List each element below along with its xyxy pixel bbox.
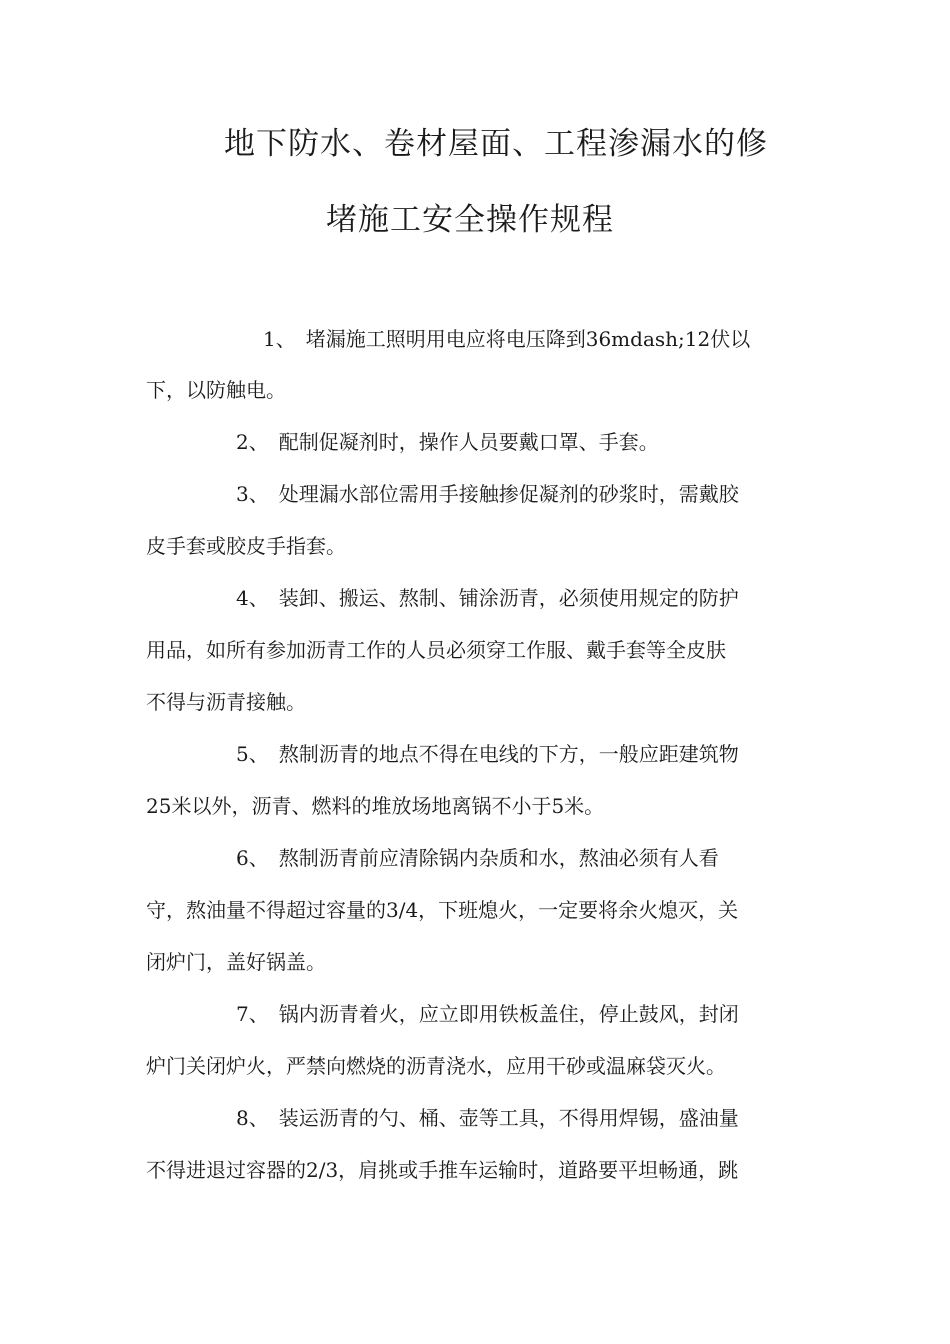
item-number: 5、 — [236, 742, 269, 766]
paragraph-4-line-3: 不得与沥青接触。 — [146, 690, 306, 714]
document-title-line-1: 地下防水、卷材屋面、工程渗漏水的修 — [224, 126, 768, 162]
paragraph-6-line-1 — [236, 844, 719, 872]
paragraph-5-line-2: 25米以外，沥青、燃料的堆放场地离锅不小于5米。 — [146, 794, 605, 818]
paragraph-8-line-1 — [236, 1104, 739, 1132]
item-number: 7、 — [236, 1002, 269, 1026]
line-text: 处理漏水部位需用手接触掺促凝剂的砂浆时，需戴胶 — [278, 482, 739, 506]
paragraph-3-line-2: 皮手套或胶皮手指套。 — [146, 534, 346, 558]
item-number: 1、 — [263, 327, 296, 351]
item-number: 6、 — [236, 846, 269, 870]
item-number: 3、 — [236, 482, 269, 506]
paragraph-7-line-1 — [236, 1000, 739, 1028]
line-text: 配制促凝剂时，操作人员要戴口罩、手套。 — [278, 430, 659, 454]
paragraph-6-line-2: 守，熬油量不得超过容量的3/4，下班熄火，一定要将余火熄灭，关 — [146, 898, 739, 922]
line-text: 熬制沥青前应清除锅内杂质和水，熬油必须有人看 — [278, 846, 719, 870]
line-text: 锅内沥青着火，应立即用铁板盖住，停止鼓风，封闭 — [278, 1002, 739, 1026]
document-title-line-2: 堵施工安全操作规程 — [326, 202, 614, 238]
paragraph-6-line-3: 闭炉门，盖好锅盖。 — [146, 950, 326, 974]
item-number: 4、 — [236, 586, 269, 610]
paragraph-4-line-1 — [236, 584, 739, 612]
paragraph-1-line-2: 下，以防触电。 — [146, 378, 286, 402]
paragraph-7-line-2: 炉门关闭炉火，严禁向燃烧的沥青浇水，应用干砂或温麻袋灭火。 — [146, 1054, 726, 1078]
line-text: 装运沥青的勺、桶、壶等工具，不得用焊锡，盛油量 — [278, 1106, 739, 1130]
paragraph-4-line-2: 用品，如所有参加沥青工作的人员必须穿工作服、戴手套等全皮肤 — [146, 638, 726, 662]
line-text: 熬制沥青的地点不得在电线的下方，一般应距建筑物 — [278, 742, 739, 766]
item-number: 8、 — [236, 1106, 269, 1130]
line-text: 装卸、搬运、熬制、铺涂沥青，必须使用规定的防护 — [278, 586, 739, 610]
line-text: 堵漏施工照明用电应将电压降到36mdash;12伏以 — [305, 327, 751, 351]
paragraph-8-line-2: 不得进退过容器的2/3，肩挑或手推车运输时，道路要平坦畅通，跳 — [146, 1158, 739, 1182]
paragraph-1-line-1 — [263, 325, 750, 353]
paragraph-3-line-1 — [236, 480, 739, 508]
paragraph-5-line-1 — [236, 740, 739, 768]
paragraph-2-line-1 — [236, 428, 659, 456]
item-number: 2、 — [236, 430, 269, 454]
